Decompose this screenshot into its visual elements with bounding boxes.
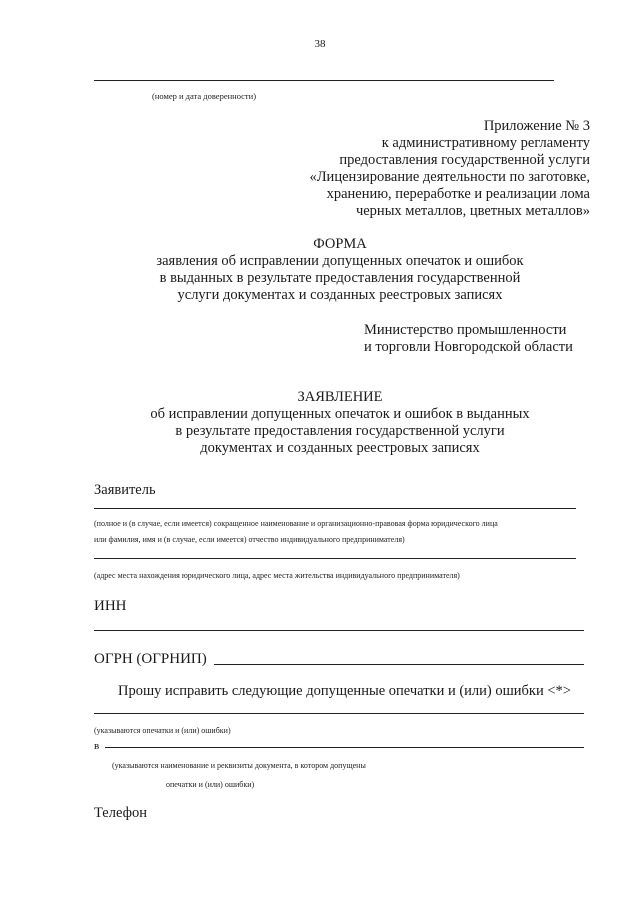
document-line	[105, 747, 584, 748]
address-caption: (адрес места нахождения юридического лица, адрес места жительства индивидуального предпринимателя)	[94, 571, 460, 580]
ogrn-label: ОГРН (ОГРНИП)	[94, 651, 207, 667]
statement-heading	[100, 389, 580, 457]
proxy-caption: (номер и дата доверенности)	[152, 91, 257, 101]
ogrn-line	[214, 664, 584, 665]
addressee-line: и торговли Новгородской области	[364, 339, 573, 355]
proxy-line	[94, 80, 554, 81]
document-caption-2: опечатки и (или) ошибки)	[166, 780, 255, 789]
form-heading	[100, 236, 580, 304]
document-caption-1: (указываются наименование и реквизиты документа, в котором допущены	[112, 761, 366, 770]
in-label: в	[94, 740, 100, 752]
addressee-block	[364, 322, 604, 356]
form-heading-line: в выданных в результате предоставления государственной	[159, 270, 521, 286]
errors-line	[94, 713, 584, 714]
addressee-line: Министерство промышленности	[364, 322, 567, 338]
request-text: Прошу исправить следующие допущенные опечатки и (или) ошибки <*>	[118, 683, 571, 699]
appendix-line: «Лицензирование деятельности по заготовке,	[309, 169, 590, 185]
appendix-line: черных металлов, цветных металлов»	[355, 203, 590, 219]
appendix-line: Приложение № 3	[483, 118, 590, 134]
errors-caption: (указываются опечатки и (или) ошибки)	[94, 726, 231, 735]
applicant-caption-2: или фамилия, имя и (в случае, если имеется) отчество индивидуального предпринимателя)	[94, 535, 405, 544]
applicant-address-line	[94, 558, 576, 559]
appendix-block	[280, 118, 590, 220]
form-heading-line: заявления об исправлении допущенных опечаток и ошибок	[156, 253, 524, 269]
applicant-caption-1: (полное и (в случае, если имеется) сокращенное наименование и организационно-правовая форма юридического лица	[94, 519, 498, 528]
form-title: ФОРМА	[313, 236, 367, 252]
statement-line: документах и созданных реестровых записях	[200, 440, 480, 456]
inn-label: ИНН	[94, 598, 127, 614]
statement-line: об исправлении допущенных опечаток и ошибок в выданных	[150, 406, 530, 422]
inn-line	[94, 630, 584, 631]
appendix-line: хранению, переработке и реализации лома	[326, 186, 590, 202]
form-heading-line: услуги документах и созданных реестровых записях	[177, 287, 503, 303]
applicant-name-line	[94, 508, 576, 509]
page-number: 38	[314, 38, 326, 50]
statement-title: ЗАЯВЛЕНИЕ	[297, 389, 383, 405]
appendix-line: предоставления государственной услуги	[339, 152, 590, 168]
appendix-line: к административному регламенту	[381, 135, 590, 151]
phone-label: Телефон	[94, 805, 147, 821]
statement-line: в результате предоставления государственной услуги	[175, 423, 505, 439]
applicant-label: Заявитель	[94, 482, 156, 498]
